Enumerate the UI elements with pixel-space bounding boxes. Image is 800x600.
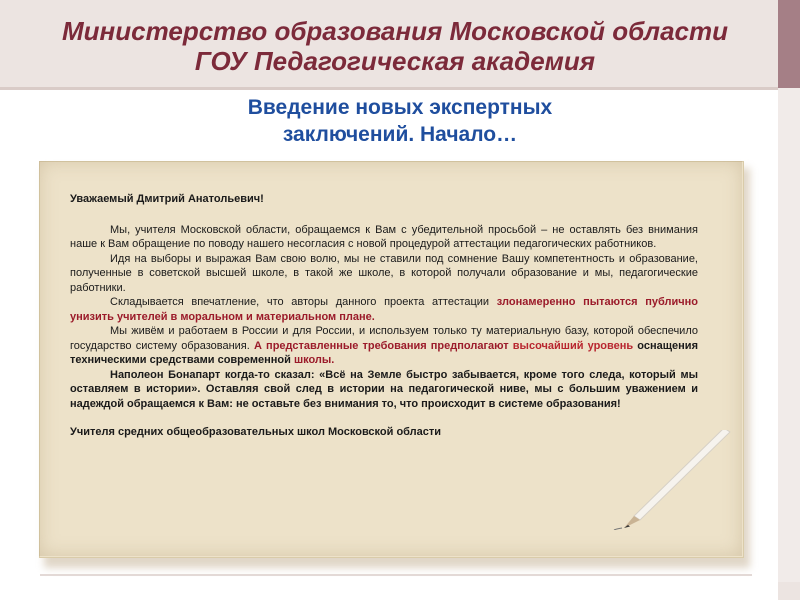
header-divider [0, 87, 800, 90]
slide-subtitle [180, 94, 620, 148]
letter-greeting: Уважаемый Дмитрий Анатольевич! [70, 193, 264, 205]
p4-highlight-3: школы. [293, 354, 335, 366]
header-title-line1: Министерство образования Московской области [62, 16, 728, 46]
subtitle-line1: Введение новых экспертных [247, 96, 553, 119]
letter-body [70, 192, 698, 440]
letter-paragraph-3 [70, 295, 698, 324]
p3-text: Складывается впечатление, что авторы данного проекта аттестации [110, 296, 497, 308]
letter-paragraph-1: Мы, учителя Московской области, обращаемся к Вам с убедительной просьбой – не оставлять без внимания наше к Вам обращение по поводу нашего несогласия с новой процедурой аттестации педагогических работников. [70, 223, 698, 250]
p3-highlight: злонамеренно пытаются публично унизить учителей в моральном и материальном плане. [70, 296, 698, 323]
p4-text: Мы живём и работаем в России и для России, и используем только ту материальную базу, которой обеспечило государство систему образования. [70, 325, 698, 352]
letter-signature: Учителя средних общеобразовательных школ Московской области [70, 426, 442, 438]
p4-highlight-1: А представленные требования предполагают [253, 339, 513, 352]
side-decoration [778, 0, 800, 600]
letter-paragraph-2: Идя на выборы и выражая Вам свою волю, мы не ставили под сомнение Вашу компетентность и образование, полученные в советской высшей школе, в такой же школе, в которой получали образование и мы, педагогические работники. [70, 252, 698, 294]
letter-paragraph-4 [70, 324, 698, 368]
letter-paragraph-5: Наполеон Бонапарт когда-то сказал: «Всё на Земле быстро забывается, кроме того следа, который мы оставляем в истории». Оставляя свой след в истории на педагогической ниве, мы с большим уважением и надеждой обращаемся к Вам: не оставьте без внимания то, что происходит в системе образования! [70, 368, 698, 410]
pencil-icon [612, 430, 732, 530]
p4-highlight-2: высочайший уровень [512, 339, 634, 352]
bottom-divider [40, 574, 752, 576]
header-title-line2: ГОУ Педагогическая академия [194, 46, 596, 76]
p4-text-2: оснащения техническими средствами современной [70, 339, 698, 366]
subtitle-line2: заключений. Начало… [282, 123, 518, 146]
